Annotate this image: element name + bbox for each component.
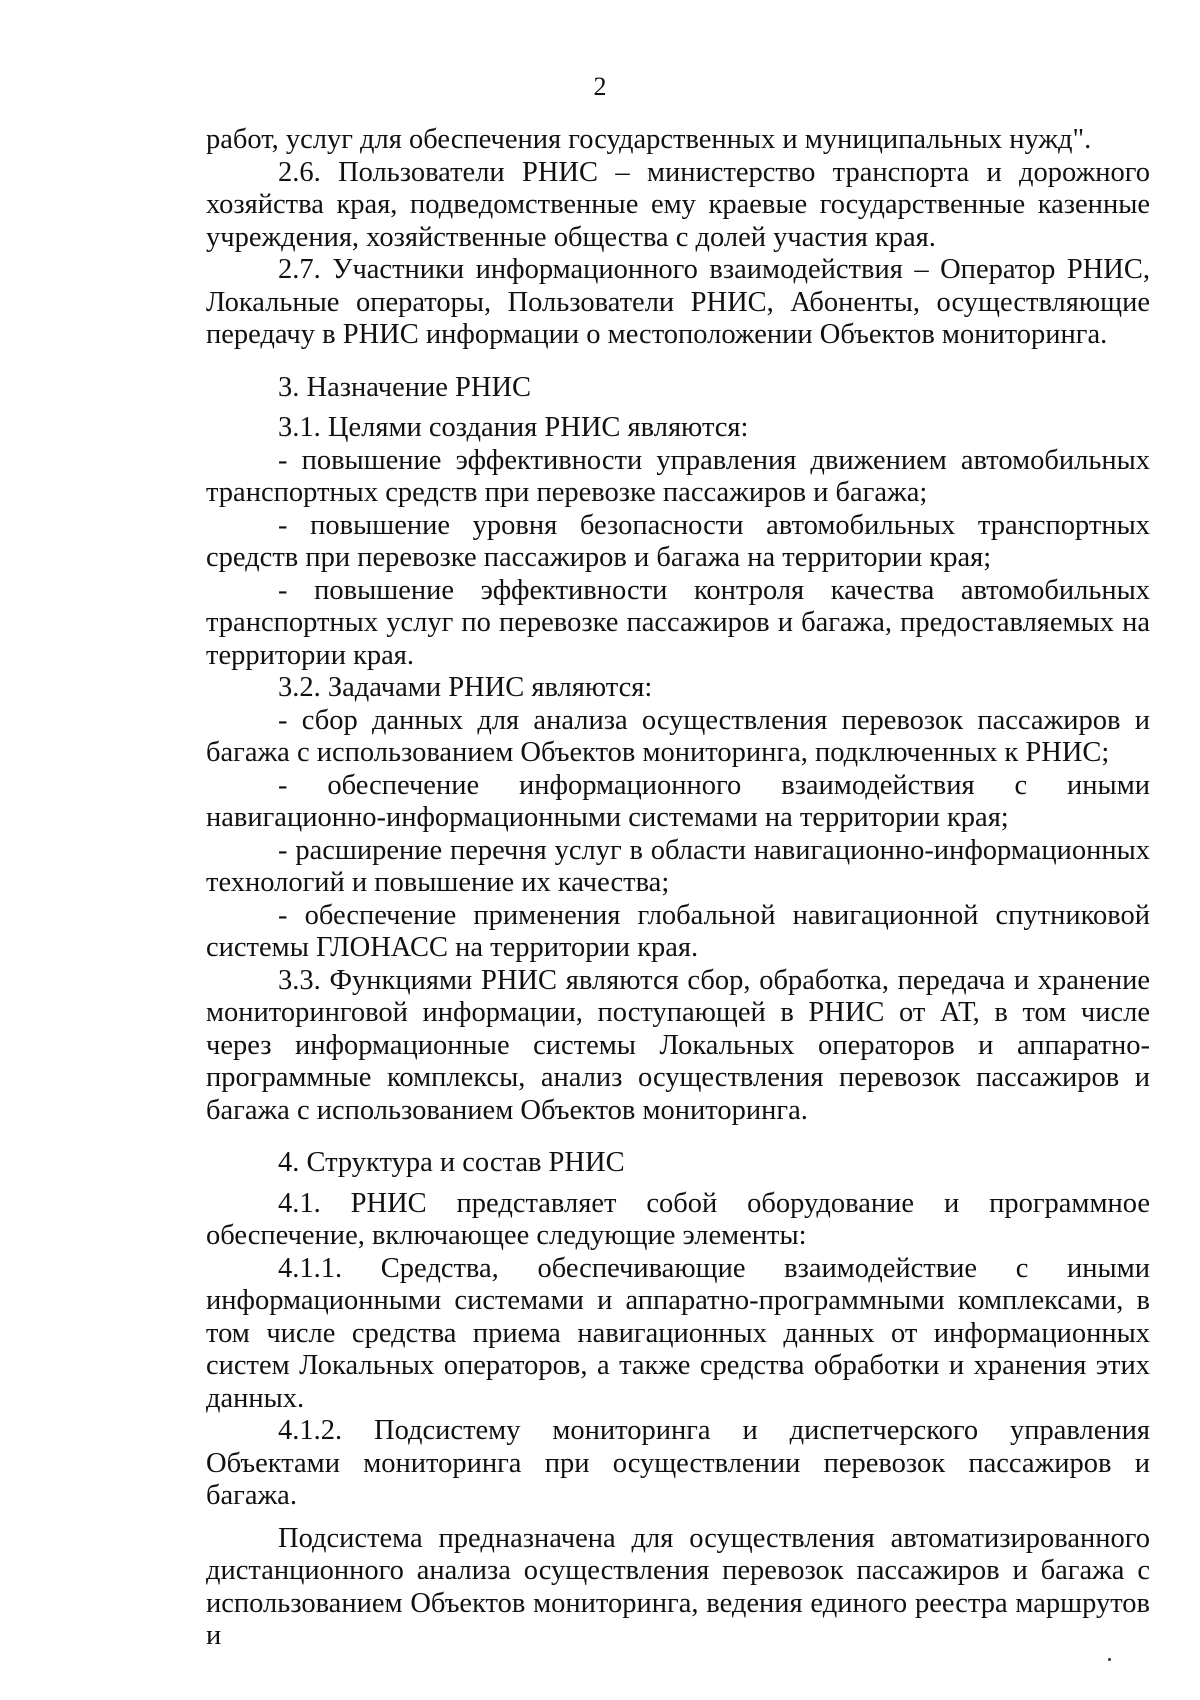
paragraph-4-1-2: 4.1.2. Подсистему мониторинга и диспетчерского управления Объектами мониторинга при осуществлении перевозок пассажиров и багажа. <box>206 1415 1150 1511</box>
list-item-3-1-b: - повышение уровня безопасности автомобильных транспортных средств при перевозке пассажиров и багажа на территории края; <box>206 509 1150 573</box>
list-item-3-1-a: - повышение эффективности управления движением автомобильных транспортных средств при перевозке пассажиров и багажа; <box>206 444 1150 508</box>
paragraph-2-7: 2.7. Участники информационного взаимодействия – Оператор РНИС, Локальные операторы, Пользователи РНИС, Абоненты, осуществляющие передачу в РНИС информации о местоположении Объектов мониторинга. <box>206 254 1150 350</box>
list-item-3-1-c: - повышение эффективности контроля качества автомобильных транспортных услуг по перевозке пассажиров и багажа, предоставляемых на территории края. <box>206 574 1150 671</box>
list-item-3-2-c: - расширение перечня услуг в области навигационно-информационных технологий и повышение их качества; <box>206 834 1150 898</box>
section-heading-3: 3. Назначение РНИС <box>278 371 532 403</box>
document-body <box>206 124 1150 1653</box>
list-item-3-2-d: - обеспечение применения глобальной навигационной спутниковой системы ГЛОНАСС на территории края. <box>206 899 1150 963</box>
paragraph-3-3: 3.3. Функциями РНИС являются сбор, обработка, передача и хранение мониторинговой информации, поступающей в РНИС от АТ, в том числе через информационные системы Локальных операторов и аппаратно-программные комплексы, анализ осуществления перевозок пассажиров и багажа с использованием Объектов мониторинга. <box>206 964 1150 1126</box>
scan-speck <box>1108 1658 1111 1661</box>
list-item-3-2-a: - сбор данных для анализа осуществления перевозок пассажиров и багажа с использованием Объектов мониторинга, подключенных к РНИС; <box>206 704 1150 768</box>
list-item-3-2-b: - обеспечение информационного взаимодействия с иными навигационно-информационными системами на территории края; <box>206 769 1150 833</box>
paragraph-continuation: работ, услуг для обеспечения государственных и муниципальных нужд". <box>206 124 1092 155</box>
paragraph-subsystem: Подсистема предназначена для осуществления автоматизированного дистанционного анализа осуществления перевозок пассажиров и багажа с использованием Объектов мониторинга, ведения единого реестра маршрутов и <box>206 1522 1150 1651</box>
section-heading-4: 4. Структура и состав РНИС <box>278 1147 625 1178</box>
page-number: 2 <box>593 72 607 101</box>
paragraph-2-6: 2.6. Пользователи РНИС – министерство транспорта и дорожного хозяйства края, подведомственные ему краевые государственные казенные учреждения, хозяйственные общества с долей участия края. <box>206 156 1150 253</box>
paragraph-3-2: 3.2. Задачами РНИС являются: <box>278 672 653 703</box>
paragraph-3-1: 3.1. Целями создания РНИС являются: <box>278 412 749 443</box>
paragraph-4-1: 4.1. РНИС представляет собой оборудование и программное обеспечение, включающее следующие элементы: <box>206 1187 1150 1251</box>
paragraph-4-1-1: 4.1.1. Средства, обеспечивающие взаимодействие с иными информационными системами и аппаратно-программными комплексами, в том числе средства приема навигационных данных от информационных систем Локальных операторов, а также средства обработки и хранения этих данных. <box>206 1252 1150 1414</box>
